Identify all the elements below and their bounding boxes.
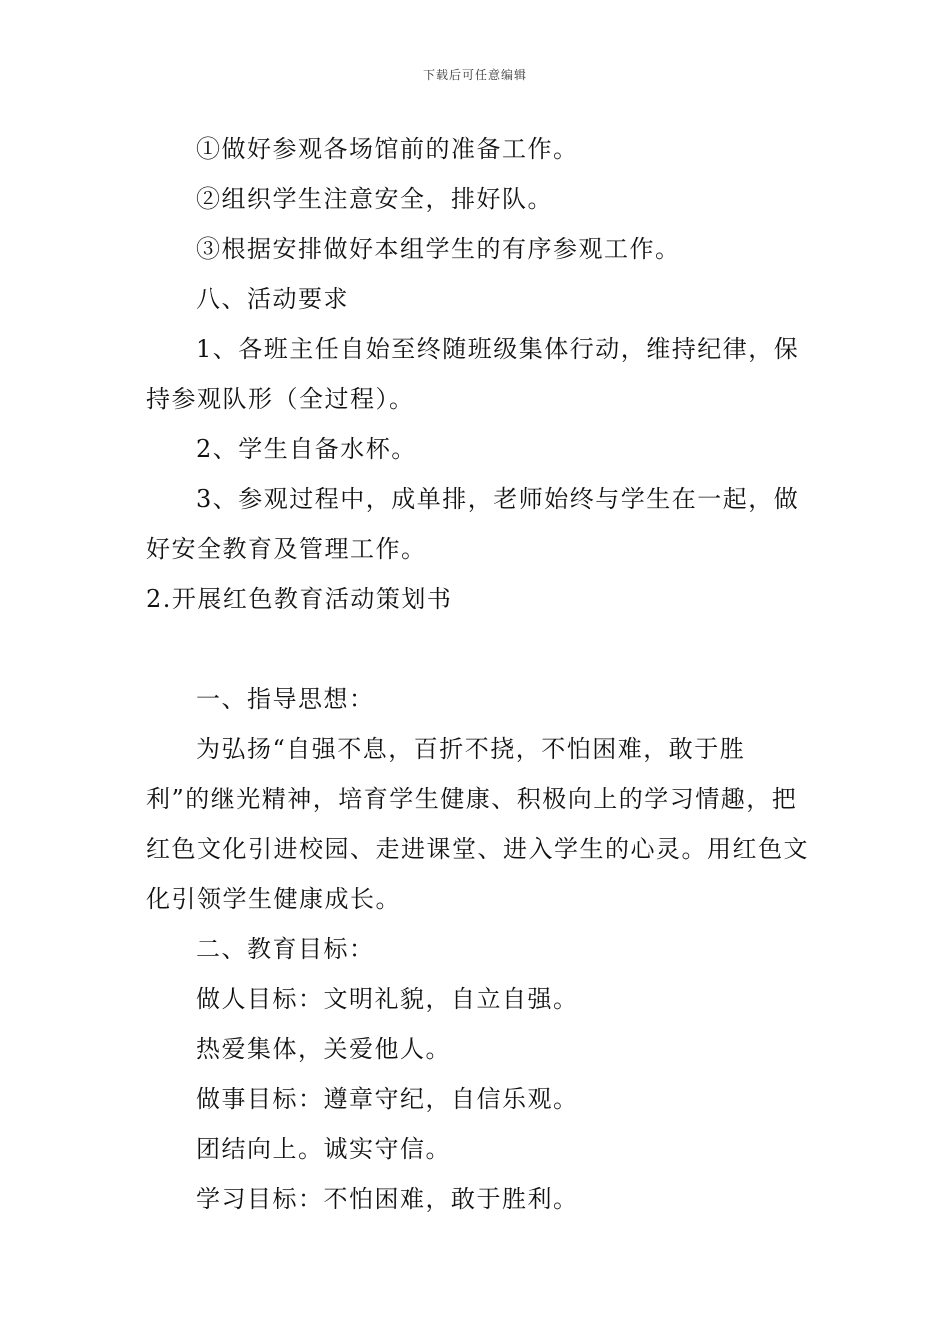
- paragraph-orderly-visit: ③根据安排做好本组学生的有序参观工作。: [196, 235, 681, 263]
- goal-collective: 热爱集体，关爱他人。: [196, 1035, 451, 1063]
- paragraph-guiding-idea: 为弘扬“自强不息，百折不挠，不怕困难，敢于胜利”的继光精神，培育学生健康、积极向上的学习情趣，把红色文化引进校园、走进课堂、进入学生的心灵。用红色文化引领学生健康成长。: [146, 735, 809, 913]
- header-note: 下载后可任意编辑: [422, 68, 527, 82]
- paragraph-requirement-3: 3、参观过程中，成单排，老师始终与学生在一起，做好安全教育及管理工作。: [146, 485, 800, 563]
- section-heading-guiding-idea: 一、指导思想：: [196, 685, 375, 713]
- document-title: 2.开展红色教育活动策划书: [146, 585, 453, 613]
- document-body: [146, 124, 810, 1224]
- goal-study: 学习目标：不怕困难，敢于胜利。: [196, 1185, 579, 1213]
- paragraph-requirement-2: 2、学生自备水杯。: [196, 435, 417, 463]
- paragraph-prep-work: ①做好参观各场馆前的准备工作。: [196, 135, 579, 163]
- paragraph-safety: ②组织学生注意安全，排好队。: [196, 185, 553, 213]
- goal-conduct: 做人目标：文明礼貌，自立自强。: [196, 985, 579, 1013]
- blank-line: [146, 624, 810, 674]
- section-heading-goals: 二、教育目标：: [196, 935, 375, 963]
- goal-unity: 团结向上。诚实守信。: [196, 1135, 451, 1163]
- paragraph-requirement-1: 1、各班主任自始至终随班级集体行动，维持纪律，保持参观队形（全过程）。: [146, 335, 800, 413]
- section-heading-requirements: 八、活动要求: [196, 285, 349, 313]
- goal-work: 做事目标：遵章守纪，自信乐观。: [196, 1085, 579, 1113]
